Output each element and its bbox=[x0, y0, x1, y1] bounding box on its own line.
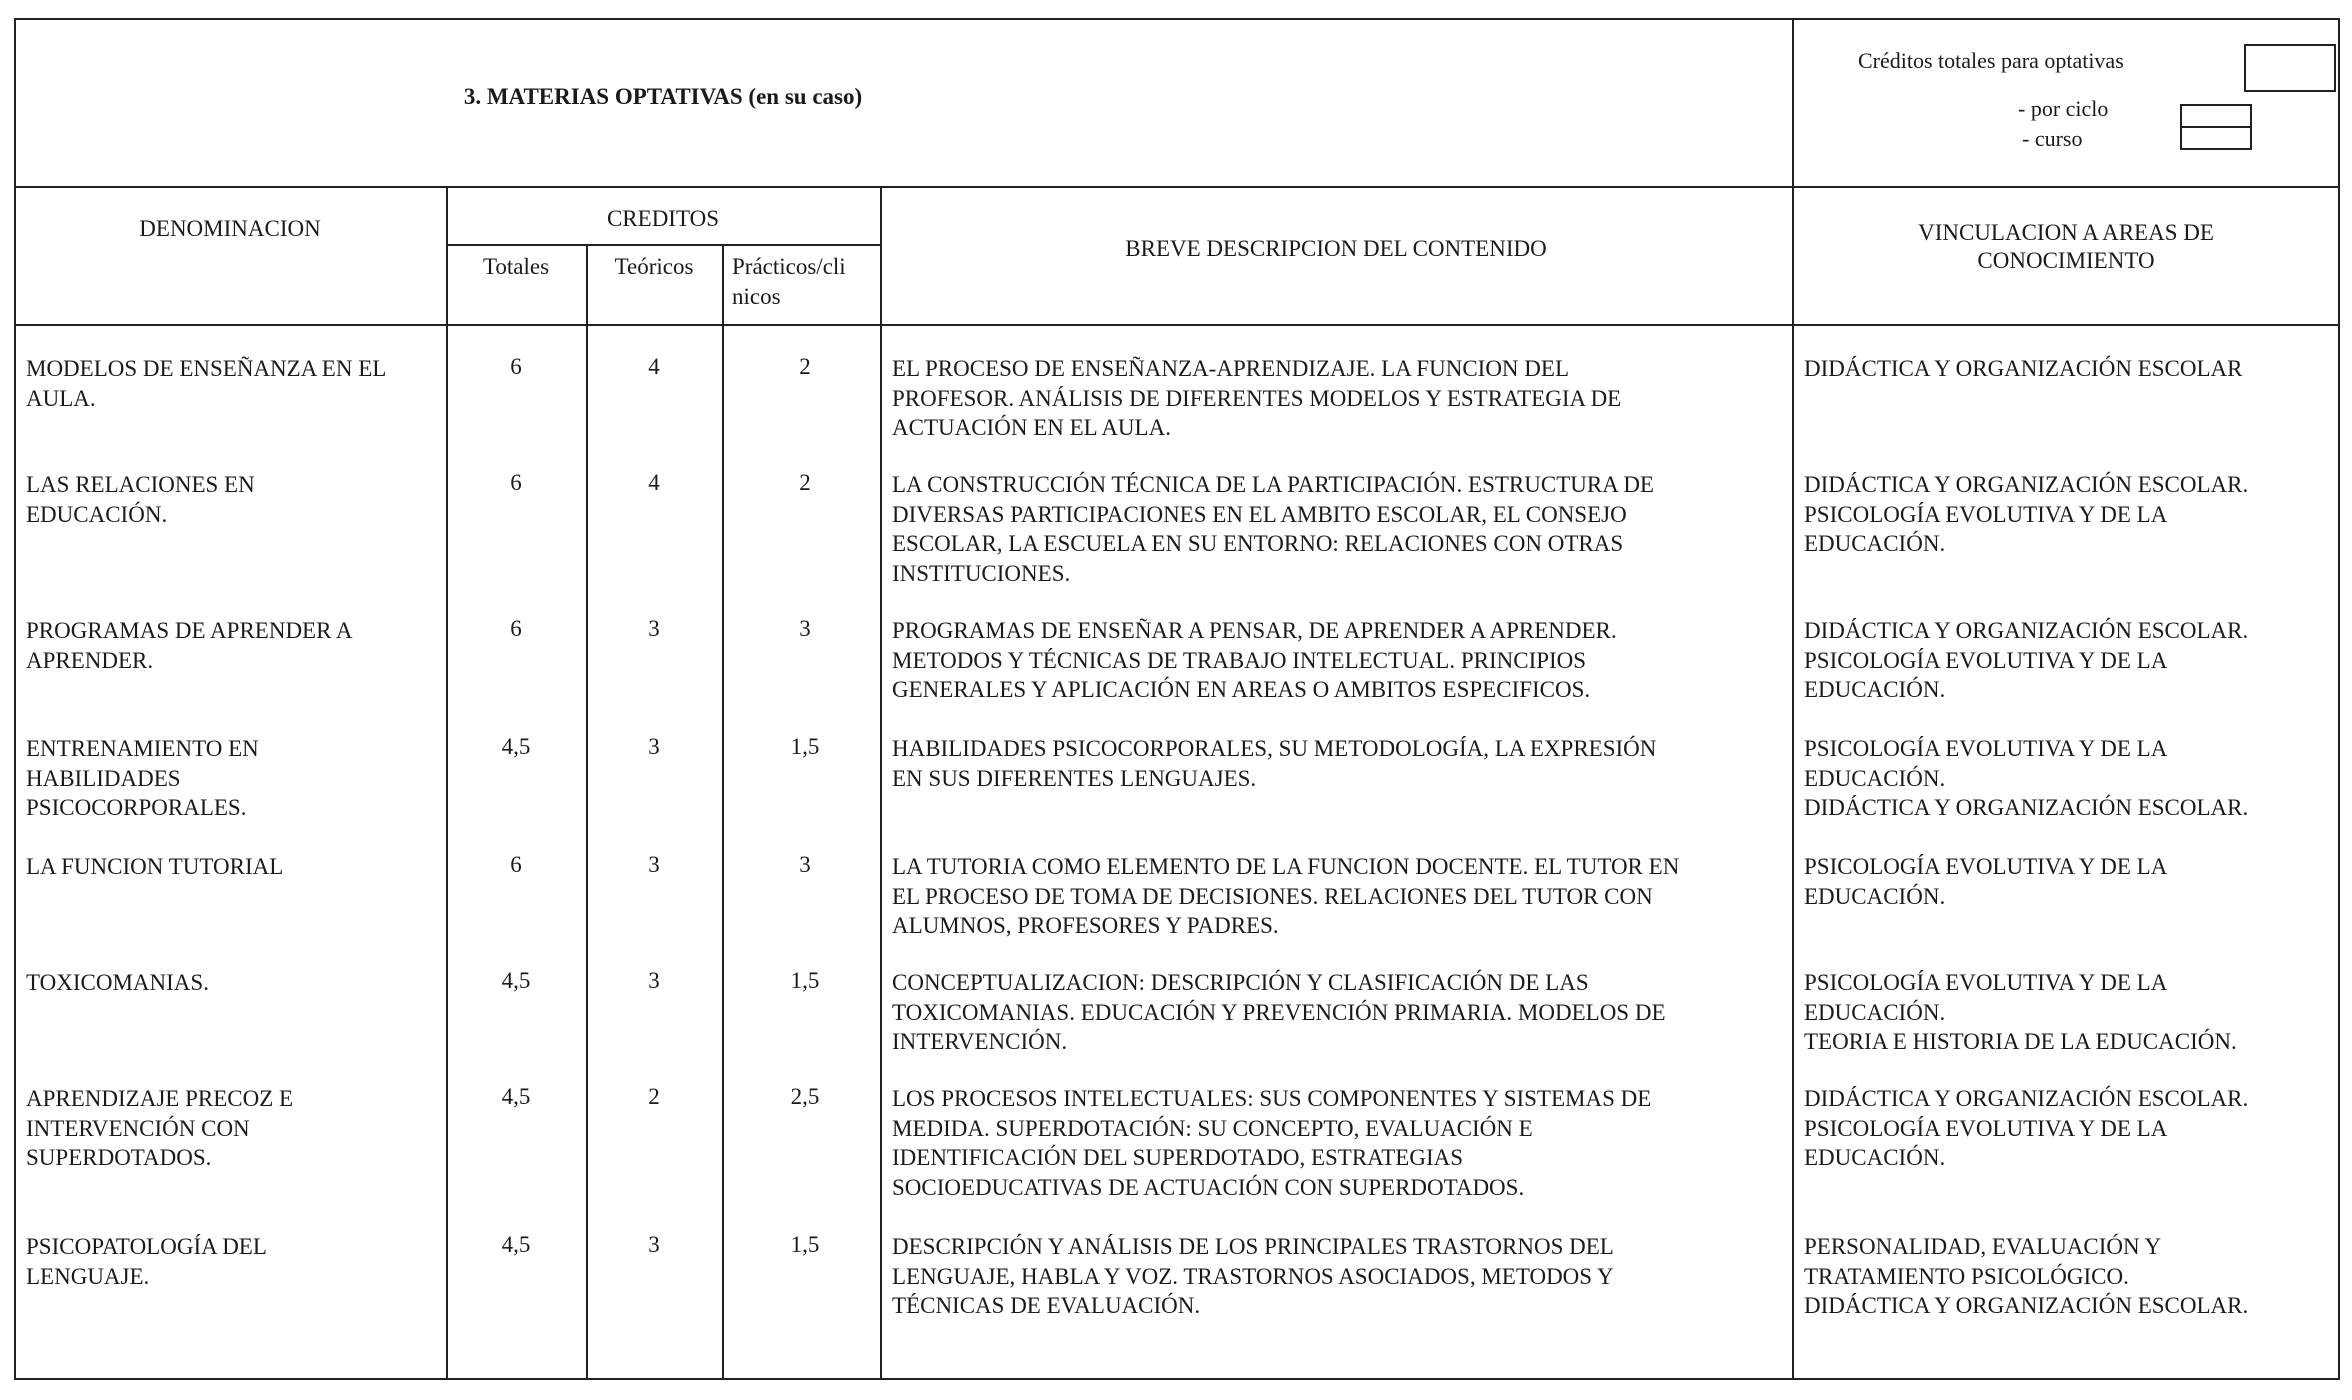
row-descripcion: LA CONSTRUCCIÓN TÉCNICA DE LA PARTICIPACIÓN. ESTRUCTURA DE bbox=[892, 472, 1654, 497]
row-totales: 6 bbox=[510, 470, 522, 495]
row-vinculacion: PSICOLOGÍA EVOLUTIVA Y DE LA bbox=[1804, 854, 2168, 879]
creditos-totales-box[interactable] bbox=[2244, 44, 2336, 92]
col-header-vinculacion-2: CONOCIMIENTO bbox=[1977, 248, 2155, 273]
row-vinculacion: PSICOLOGÍA EVOLUTIVA Y DE LA bbox=[1804, 647, 2168, 673]
row-totales: 6 bbox=[510, 616, 522, 641]
row-descripcion: LENGUAJE, HABLA Y VOZ. TRASTORNOS ASOCIADOS, METODOS Y bbox=[892, 1263, 1614, 1289]
row-vinculacion: EDUCACIÓN. bbox=[1804, 531, 1946, 556]
row-descripcion: INTERVENCIÓN. bbox=[892, 1029, 1068, 1054]
row-descripcion: ACTUACIÓN EN EL AULA. bbox=[892, 415, 1171, 440]
row-descripcion: TOXICOMANIAS. EDUCACIÓN Y PREVENCIÓN PRIMARIA. MODELOS DE bbox=[892, 999, 1666, 1025]
row-descripcion: ESCOLAR, LA ESCUELA EN SU ENTORNO: RELACIONES CON OTRAS bbox=[892, 531, 1624, 556]
col-line-practicos bbox=[880, 186, 882, 1380]
header-bottom-rule bbox=[14, 186, 2340, 188]
col-header-denominacion: DENOMINACION bbox=[139, 216, 321, 241]
row-practicos: 2 bbox=[799, 354, 811, 379]
row-denominacion: APRENDIZAJE PRECOZ E bbox=[26, 1086, 294, 1111]
col-header-practicos-2: nicos bbox=[732, 284, 781, 309]
col-header-creditos: CREDITOS bbox=[606, 206, 720, 231]
row-descripcion: PROGRAMAS DE ENSEÑAR A PENSAR, DE APRENDER A APRENDER. bbox=[892, 618, 1617, 643]
row-teoricos: 3 bbox=[648, 734, 660, 759]
row-teoricos: 4 bbox=[648, 470, 660, 495]
creditos-totales-label: Créditos totales para optativas bbox=[1858, 48, 2124, 73]
col-header-teoricos: Teóricos bbox=[614, 254, 694, 279]
section-title: 3. MATERIAS OPTATIVAS (en su caso) bbox=[463, 84, 863, 109]
row-denominacion: ENTRENAMIENTO EN bbox=[26, 736, 259, 761]
row-vinculacion: DIDÁCTICA Y ORGANIZACIÓN ESCOLAR bbox=[1804, 356, 2243, 381]
row-vinculacion: PERSONALIDAD, EVALUACIÓN Y bbox=[1804, 1234, 2162, 1259]
row-vinculacion: PSICOLOGÍA EVOLUTIVA Y DE LA bbox=[1804, 736, 2168, 761]
row-totales: 4,5 bbox=[501, 968, 531, 993]
row-denominacion: TOXICOMANIAS. bbox=[26, 970, 209, 995]
por-ciclo-label: - por ciclo bbox=[2018, 96, 2109, 121]
row-vinculacion: DIDÁCTICA Y ORGANIZACIÓN ESCOLAR. bbox=[1804, 472, 2249, 497]
row-practicos: 1,5 bbox=[790, 734, 820, 759]
row-practicos: 3 bbox=[799, 616, 811, 641]
row-denominacion: APRENDER. bbox=[26, 647, 154, 673]
row-teoricos: 3 bbox=[648, 852, 660, 877]
row-vinculacion: TEORIA E HISTORIA DE LA EDUCACIÓN. bbox=[1804, 1029, 2237, 1054]
row-teoricos: 2 bbox=[648, 1084, 660, 1109]
row-teoricos: 3 bbox=[648, 616, 660, 641]
row-descripcion: PROFESOR. ANÁLISIS DE DIFERENTES MODELOS Y ESTRATEGIA DE bbox=[892, 385, 1622, 411]
row-vinculacion: EDUCACIÓN. bbox=[1804, 883, 1946, 909]
row-descripcion: EL PROCESO DE TOMA DE DECISIONES. RELACIONES DEL TUTOR CON bbox=[892, 883, 1653, 909]
row-denominacion: PSICOCORPORALES. bbox=[26, 795, 247, 820]
row-vinculacion: EDUCACIÓN. bbox=[1804, 999, 1946, 1025]
row-descripcion: MEDIDA. SUPERDOTACIÓN: SU CONCEPTO, EVALUACIÓN E bbox=[892, 1115, 1533, 1141]
row-denominacion: HABILIDADES bbox=[26, 765, 181, 791]
row-practicos: 1,5 bbox=[790, 968, 820, 993]
row-descripcion: GENERALES Y APLICACIÓN EN AREAS O AMBITOS ESPECIFICOS. bbox=[892, 677, 1591, 702]
row-descripcion: SOCIOEDUCATIVAS DE ACTUACIÓN CON SUPERDOTADOS. bbox=[892, 1174, 1525, 1200]
row-vinculacion: DIDÁCTICA Y ORGANIZACIÓN ESCOLAR. bbox=[1804, 1086, 2249, 1111]
row-vinculacion: PSICOLOGÍA EVOLUTIVA Y DE LA bbox=[1804, 1115, 2168, 1141]
row-totales: 4,5 bbox=[501, 1232, 531, 1257]
row-denominacion: PROGRAMAS DE APRENDER A bbox=[26, 618, 353, 643]
row-totales: 6 bbox=[510, 852, 522, 877]
row-denominacion: SUPERDOTADOS. bbox=[26, 1145, 212, 1170]
row-descripcion: INSTITUCIONES. bbox=[892, 560, 1071, 586]
col-header-vinculacion-1: VINCULACION A AREAS DE bbox=[1918, 220, 2214, 245]
row-vinculacion: DIDÁCTICA Y ORGANIZACIÓN ESCOLAR. bbox=[1804, 618, 2249, 643]
row-vinculacion: EDUCACIÓN. bbox=[1804, 765, 1946, 791]
row-vinculacion: TRATAMIENTO PSICOLÓGICO. bbox=[1804, 1263, 2129, 1289]
por-ciclo-curso-box-divider bbox=[2180, 126, 2252, 128]
row-descripcion: HABILIDADES PSICOCORPORALES, SU METODOLOGÍA, LA EXPRESIÓN bbox=[892, 736, 1657, 761]
row-vinculacion: PSICOLOGÍA EVOLUTIVA Y DE LA bbox=[1804, 970, 2168, 995]
row-descripcion: METODOS Y TÉCNICAS DE TRABAJO INTELECTUAL. PRINCIPIOS bbox=[892, 647, 1587, 673]
row-denominacion: AULA. bbox=[26, 385, 96, 411]
row-totales: 4,5 bbox=[501, 734, 531, 759]
col-header-descripcion: BREVE DESCRIPCION DEL CONTENIDO bbox=[1125, 236, 1547, 261]
row-descripcion: EL PROCESO DE ENSEÑANZA-APRENDIZAJE. LA FUNCION DEL bbox=[892, 356, 1569, 381]
row-vinculacion: EDUCACIÓN. bbox=[1804, 677, 1946, 702]
row-vinculacion: DIDÁCTICA Y ORGANIZACIÓN ESCOLAR. bbox=[1804, 795, 2249, 820]
row-descripcion: CONCEPTUALIZACION: DESCRIPCIÓN Y CLASIFICACIÓN DE LAS bbox=[892, 970, 1589, 995]
creditos-subheader-rule bbox=[446, 244, 880, 246]
row-teoricos: 3 bbox=[648, 968, 660, 993]
row-practicos: 2,5 bbox=[790, 1084, 820, 1109]
row-denominacion: EDUCACIÓN. bbox=[26, 501, 168, 527]
row-descripcion: DESCRIPCIÓN Y ANÁLISIS DE LOS PRINCIPALES TRASTORNOS DEL bbox=[892, 1234, 1614, 1259]
col-line-teoricos bbox=[722, 244, 724, 1380]
row-teoricos: 3 bbox=[648, 1232, 660, 1257]
row-denominacion: LAS RELACIONES EN bbox=[26, 472, 255, 497]
curso-label: - curso bbox=[2022, 126, 2083, 151]
row-denominacion: INTERVENCIÓN CON bbox=[26, 1115, 250, 1141]
row-denominacion: MODELOS DE ENSEÑANZA EN EL bbox=[26, 356, 387, 381]
row-denominacion: LENGUAJE. bbox=[26, 1263, 150, 1289]
row-practicos: 1,5 bbox=[790, 1232, 820, 1257]
col-header-practicos-1: Prácticos/cli bbox=[732, 254, 846, 279]
row-totales: 4,5 bbox=[501, 1084, 531, 1109]
row-descripcion: EN SUS DIFERENTES LENGUAJES. bbox=[892, 765, 1257, 791]
row-descripcion: LA TUTORIA COMO ELEMENTO DE LA FUNCION DOCENTE. EL TUTOR EN bbox=[892, 854, 1680, 879]
col-line-totales bbox=[586, 244, 588, 1380]
col-header-totales: Totales bbox=[482, 254, 550, 279]
row-vinculacion: EDUCACIÓN. bbox=[1804, 1145, 1946, 1170]
row-descripcion: TÉCNICAS DE EVALUACIÓN. bbox=[892, 1293, 1201, 1318]
row-totales: 6 bbox=[510, 354, 522, 379]
column-header-bottom-rule bbox=[14, 324, 2340, 326]
row-vinculacion: PSICOLOGÍA EVOLUTIVA Y DE LA bbox=[1804, 501, 2168, 527]
row-descripcion: LOS PROCESOS INTELECTUALES: SUS COMPONENTES Y SISTEMAS DE bbox=[892, 1086, 1652, 1111]
row-descripcion: IDENTIFICACIÓN DEL SUPERDOTADO, ESTRATEGIAS bbox=[892, 1145, 1464, 1170]
row-practicos: 3 bbox=[799, 852, 811, 877]
row-denominacion: LA FUNCION TUTORIAL bbox=[26, 854, 284, 879]
row-vinculacion: DIDÁCTICA Y ORGANIZACIÓN ESCOLAR. bbox=[1804, 1293, 2249, 1318]
row-practicos: 2 bbox=[799, 470, 811, 495]
row-teoricos: 4 bbox=[648, 354, 660, 379]
row-descripcion: DIVERSAS PARTICIPACIONES EN EL AMBITO ESCOLAR, EL CONSEJO bbox=[892, 501, 1627, 527]
row-denominacion: PSICOPATOLOGÍA DEL bbox=[26, 1234, 267, 1259]
row-descripcion: ALUMNOS, PROFESORES Y PADRES. bbox=[892, 913, 1279, 938]
